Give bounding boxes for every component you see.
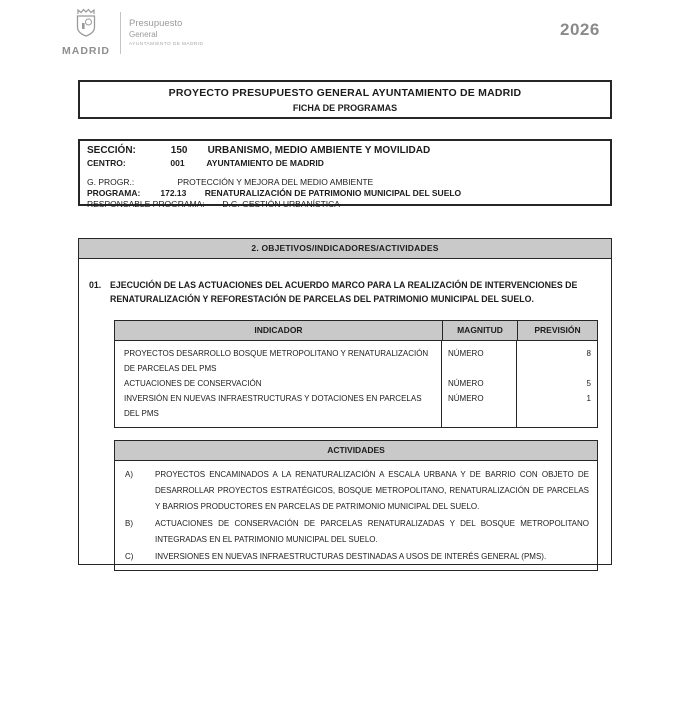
indicator-magnitude: NÚMERO	[442, 376, 517, 391]
logo-left-column	[56, 8, 116, 57]
madrid-budget-logo	[56, 8, 203, 57]
budget-year: 2026	[560, 20, 600, 39]
grupo-programa-label: G. PROGR.:	[87, 177, 135, 187]
centro-code: 001	[170, 158, 185, 168]
seccion-row	[87, 143, 610, 158]
indicator-name: ACTUACIONES DE CONSERVACIÓN	[115, 376, 442, 391]
indicator-forecast: 5	[586, 379, 591, 388]
grupo-programa-row	[87, 177, 610, 188]
logo-wordmark	[129, 18, 203, 47]
seccion-label: SECCIÓN:	[87, 145, 136, 156]
logo-presupuesto: Presupuesto	[129, 18, 183, 29]
activity-letter: A)	[125, 470, 133, 479]
indicator-forecast: 8	[586, 349, 591, 358]
activity-text: INVERSIONES EN NUEVAS INFRAESTRUCTURAS DESTINADAS A USOS DE INTERÉS GENERAL (PMS).	[155, 552, 547, 561]
indicators-table	[114, 320, 598, 428]
programa-name: RENATURALIZACIÓN DE PATRIMONIO MUNICIPAL DEL SUELO	[204, 188, 462, 198]
objective-number: 01.	[89, 280, 102, 290]
responsable-name: D.G. GESTIÓN URBANÍSTICA	[222, 199, 340, 209]
responsable-label: RESPONSABLE PROGRAMA:	[87, 199, 205, 209]
objective-01	[89, 279, 599, 306]
indicator-magnitude: NÚMERO	[442, 391, 517, 427]
seccion-code: 150	[170, 145, 188, 156]
indicator-name: PROYECTOS DESARROLLO BOSQUE METROPOLITANO Y RENATURALIZACIÓN DE PARCELAS DEL PMS	[115, 341, 442, 376]
list-item	[115, 467, 597, 516]
logo-ayuntamiento: AYUNTAMIENTO DE MADRID	[129, 42, 204, 47]
centro-label: CENTRO:	[87, 158, 126, 168]
document-title-box	[78, 80, 612, 119]
document-title: PROYECTO PRESUPUESTO GENERAL AYUNTAMIENTO DE MADRID	[168, 87, 522, 99]
objectives-section-box	[78, 238, 612, 565]
activities-list	[115, 461, 597, 570]
indicator-magnitude: NÚMERO	[442, 341, 517, 376]
column-header-prevision: PREVISIÓN	[517, 321, 597, 340]
activity-letter: B)	[125, 519, 133, 528]
activity-letter: C)	[125, 552, 134, 561]
activity-text: ACTUACIONES DE CONSERVACIÓN DE PARCELAS RENATURALIZADAS Y DEL BOSQUE METROPOLITANO INTEGRADAS EN EL PATRIMONIO MUNICIPAL DEL SUELO.	[155, 519, 589, 544]
activity-text: PROYECTOS ENCAMINADOS A LA RENATURALIZACIÓN A ESCALA URBANA Y DE BARRIO CON OBJETO DE DESARROLLAR PROYECTOS ESTRATÉGICOS, BOSQUE METROPOLITANO, RENATURALIZACIÓN DE PARCELAS Y BARRIOS PRODUCTORES EN PARCELAS DE PATRIMONIO MUNICIPAL DEL SUELO.	[155, 470, 589, 511]
indicator-forecast: 1	[586, 394, 591, 403]
list-item	[115, 549, 597, 566]
logo-divider	[120, 12, 121, 54]
madrid-crest-icon	[74, 8, 98, 43]
program-info-box	[78, 139, 612, 209]
list-item	[115, 516, 597, 549]
objectives-section-header: 2. OBJETIVOS/INDICADORES/ACTIVIDADES	[79, 239, 611, 259]
indicators-table-header	[115, 321, 597, 341]
logo-city-name: MADRID	[62, 45, 110, 57]
column-header-magnitud: MAGNITUD	[442, 321, 517, 340]
spacer	[87, 169, 610, 177]
programa-code: 172.13	[160, 188, 187, 198]
column-header-indicador: INDICADOR	[254, 325, 303, 335]
seccion-name: URBANISMO, MEDIO AMBIENTE Y MOVILIDAD	[207, 145, 431, 156]
logo-general: General	[129, 30, 158, 39]
programa-row	[87, 188, 610, 199]
centro-row	[87, 158, 610, 169]
table-row	[115, 376, 597, 391]
responsable-row	[87, 199, 610, 210]
centro-name: AYUNTAMIENTO DE MADRID	[206, 158, 324, 168]
objective-text: EJECUCIÓN DE LAS ACTUACIONES DEL ACUERDO MARCO PARA LA REALIZACIÓN DE INTERVENCIONES DE RENATURALIZACIÓN Y REFORESTACIÓN DE PARCELAS DEL PATRIMONIO MUNICIPAL DEL SUELO.	[110, 280, 578, 304]
table-row	[115, 341, 597, 376]
table-row	[115, 391, 597, 427]
document-subtitle: FICHA DE PROGRAMAS	[292, 103, 398, 113]
programa-label: PROGRAMA:	[87, 188, 141, 198]
grupo-programa-name: PROTECCIÓN Y MEJORA DEL MEDIO AMBIENTE	[177, 177, 374, 187]
activities-table-header: ACTIVIDADES	[115, 441, 597, 461]
indicator-name: INVERSIÓN EN NUEVAS INFRAESTRUCTURAS Y DOTACIONES EN PARCELAS DEL PMS	[115, 391, 442, 427]
activities-table	[114, 440, 598, 571]
